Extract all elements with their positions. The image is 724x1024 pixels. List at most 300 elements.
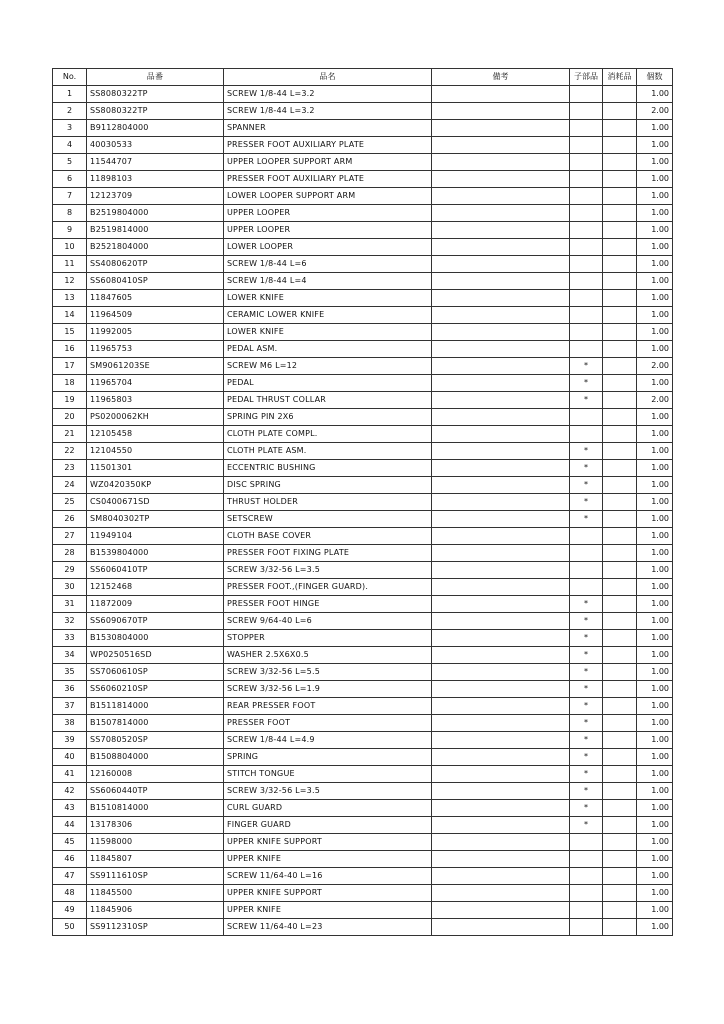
quantity: 1.00 (637, 834, 673, 851)
row-number: 42 (53, 783, 87, 800)
remarks (432, 630, 570, 647)
table-row (53, 698, 673, 715)
part-name: PRESSER FOOT FIXING PLATE (224, 545, 432, 562)
row-number: 35 (53, 664, 87, 681)
remarks (432, 307, 570, 324)
remarks (432, 120, 570, 137)
sub-part-mark: * (570, 766, 603, 783)
consumable-mark (603, 800, 637, 817)
remarks (432, 239, 570, 256)
row-number: 20 (53, 409, 87, 426)
part-name: SETSCREW (224, 511, 432, 528)
row-number: 43 (53, 800, 87, 817)
part-number: 12105458 (87, 426, 224, 443)
consumable-mark (603, 120, 637, 137)
table-row (53, 307, 673, 324)
part-number: 11965753 (87, 341, 224, 358)
sub-part-mark: * (570, 817, 603, 834)
sub-part-mark (570, 154, 603, 171)
table-row (53, 817, 673, 834)
quantity: 1.00 (637, 120, 673, 137)
consumable-mark (603, 783, 637, 800)
quantity: 1.00 (637, 613, 673, 630)
consumable-mark (603, 256, 637, 273)
table-row (53, 443, 673, 460)
quantity: 1.00 (637, 222, 673, 239)
remarks (432, 902, 570, 919)
row-number: 16 (53, 341, 87, 358)
remarks (432, 545, 570, 562)
sub-part-mark (570, 851, 603, 868)
part-name: SCREW 3/32-56 L=3.5 (224, 562, 432, 579)
quantity: 1.00 (637, 324, 673, 341)
consumable-mark (603, 545, 637, 562)
quantity: 1.00 (637, 307, 673, 324)
remarks (432, 715, 570, 732)
part-name: UPPER KNIFE (224, 902, 432, 919)
part-number: 12152468 (87, 579, 224, 596)
consumable-mark (603, 885, 637, 902)
consumable-mark (603, 647, 637, 664)
part-name: SCREW 1/8-44 L=4.9 (224, 732, 432, 749)
row-number: 19 (53, 392, 87, 409)
table-row (53, 681, 673, 698)
quantity: 1.00 (637, 800, 673, 817)
sub-part-mark (570, 273, 603, 290)
part-number: B1530804000 (87, 630, 224, 647)
row-number: 5 (53, 154, 87, 171)
sub-part-mark: * (570, 358, 603, 375)
sub-part-mark: * (570, 732, 603, 749)
table-row (53, 766, 673, 783)
sub-part-mark (570, 205, 603, 222)
sub-part-mark (570, 239, 603, 256)
part-name: REAR PRESSER FOOT (224, 698, 432, 715)
part-name: SCREW 3/32-56 L=5.5 (224, 664, 432, 681)
part-name: SCREW 3/32-56 L=3.5 (224, 783, 432, 800)
part-number: SS6090670TP (87, 613, 224, 630)
consumable-mark (603, 443, 637, 460)
part-name: STITCH TONGUE (224, 766, 432, 783)
part-name: CURL GUARD (224, 800, 432, 817)
consumable-mark (603, 324, 637, 341)
sub-part-mark (570, 885, 603, 902)
quantity: 1.00 (637, 511, 673, 528)
part-number: B1507814000 (87, 715, 224, 732)
table-row (53, 783, 673, 800)
remarks (432, 528, 570, 545)
part-number: B2519814000 (87, 222, 224, 239)
row-number: 28 (53, 545, 87, 562)
remarks (432, 154, 570, 171)
row-number: 26 (53, 511, 87, 528)
sub-part-mark: * (570, 715, 603, 732)
part-name: PEDAL THRUST COLLAR (224, 392, 432, 409)
remarks (432, 171, 570, 188)
consumable-mark (603, 392, 637, 409)
part-name: PEDAL ASM. (224, 341, 432, 358)
remarks (432, 511, 570, 528)
header-sub-parts: 子部品 (570, 69, 603, 86)
quantity: 1.00 (637, 239, 673, 256)
parts-table-body (53, 86, 673, 936)
remarks (432, 358, 570, 375)
row-number: 14 (53, 307, 87, 324)
row-number: 17 (53, 358, 87, 375)
part-number: 11847605 (87, 290, 224, 307)
consumable-mark (603, 851, 637, 868)
part-number: B2519804000 (87, 205, 224, 222)
header-no: No. (53, 69, 87, 86)
part-name: SPRING (224, 749, 432, 766)
parts-list-table (52, 68, 673, 936)
table-row (53, 494, 673, 511)
table-row (53, 596, 673, 613)
row-number: 46 (53, 851, 87, 868)
remarks (432, 290, 570, 307)
consumable-mark (603, 902, 637, 919)
row-number: 24 (53, 477, 87, 494)
table-row (53, 86, 673, 103)
remarks (432, 698, 570, 715)
row-number: 1 (53, 86, 87, 103)
part-number: SM9061203SE (87, 358, 224, 375)
table-row (53, 732, 673, 749)
consumable-mark (603, 868, 637, 885)
sub-part-mark (570, 171, 603, 188)
quantity: 1.00 (637, 562, 673, 579)
part-name: CLOTH PLATE ASM. (224, 443, 432, 460)
quantity: 1.00 (637, 732, 673, 749)
row-number: 38 (53, 715, 87, 732)
remarks (432, 800, 570, 817)
quantity: 1.00 (637, 256, 673, 273)
consumable-mark (603, 630, 637, 647)
header-remarks: 備考 (432, 69, 570, 86)
quantity: 1.00 (637, 477, 673, 494)
sub-part-mark (570, 188, 603, 205)
part-number: B1539804000 (87, 545, 224, 562)
quantity: 1.00 (637, 86, 673, 103)
sub-part-mark (570, 409, 603, 426)
consumable-mark (603, 596, 637, 613)
part-number: SS7080520SP (87, 732, 224, 749)
part-name: ECCENTRIC BUSHING (224, 460, 432, 477)
sub-part-mark: * (570, 681, 603, 698)
sub-part-mark (570, 324, 603, 341)
part-number: B9112804000 (87, 120, 224, 137)
row-number: 13 (53, 290, 87, 307)
row-number: 8 (53, 205, 87, 222)
consumable-mark (603, 579, 637, 596)
remarks (432, 324, 570, 341)
remarks (432, 732, 570, 749)
part-number: 11598000 (87, 834, 224, 851)
quantity: 1.00 (637, 409, 673, 426)
part-name: PRESSER FOOT AUXILIARY PLATE (224, 137, 432, 154)
part-number: 12160008 (87, 766, 224, 783)
sub-part-mark: * (570, 460, 603, 477)
part-name: LOWER LOOPER (224, 239, 432, 256)
header-quantity: 個数 (637, 69, 673, 86)
remarks (432, 137, 570, 154)
remarks (432, 460, 570, 477)
row-number: 10 (53, 239, 87, 256)
quantity: 1.00 (637, 783, 673, 800)
consumable-mark (603, 477, 637, 494)
remarks (432, 103, 570, 120)
remarks (432, 647, 570, 664)
sub-part-mark: * (570, 800, 603, 817)
sub-part-mark (570, 137, 603, 154)
remarks (432, 256, 570, 273)
quantity: 1.00 (637, 715, 673, 732)
consumable-mark (603, 426, 637, 443)
part-name: PRESSER FOOT HINGE (224, 596, 432, 613)
remarks (432, 205, 570, 222)
remarks (432, 273, 570, 290)
part-number: CS0400671SD (87, 494, 224, 511)
header-part-number: 品番 (87, 69, 224, 86)
table-row (53, 290, 673, 307)
table-row (53, 647, 673, 664)
part-number: SM8040302TP (87, 511, 224, 528)
consumable-mark (603, 409, 637, 426)
consumable-mark (603, 715, 637, 732)
part-name: SCREW 1/8-44 L=4 (224, 273, 432, 290)
part-number: 11845807 (87, 851, 224, 868)
part-name: THRUST HOLDER (224, 494, 432, 511)
row-number: 18 (53, 375, 87, 392)
quantity: 1.00 (637, 290, 673, 307)
part-number: 12123709 (87, 188, 224, 205)
part-number: B2521804000 (87, 239, 224, 256)
quantity: 1.00 (637, 919, 673, 936)
row-number: 48 (53, 885, 87, 902)
consumable-mark (603, 664, 637, 681)
row-number: 40 (53, 749, 87, 766)
row-number: 49 (53, 902, 87, 919)
consumable-mark (603, 511, 637, 528)
row-number: 21 (53, 426, 87, 443)
quantity: 1.00 (637, 851, 673, 868)
sub-part-mark: * (570, 375, 603, 392)
table-row (53, 545, 673, 562)
consumable-mark (603, 681, 637, 698)
part-name: CERAMIC LOWER KNIFE (224, 307, 432, 324)
consumable-mark (603, 494, 637, 511)
remarks (432, 851, 570, 868)
header-part-name: 品名 (224, 69, 432, 86)
remarks (432, 188, 570, 205)
row-number: 27 (53, 528, 87, 545)
sub-part-mark: * (570, 647, 603, 664)
part-number: B1511814000 (87, 698, 224, 715)
consumable-mark (603, 188, 637, 205)
remarks (432, 681, 570, 698)
sub-part-mark (570, 834, 603, 851)
row-number: 45 (53, 834, 87, 851)
table-row (53, 630, 673, 647)
sub-part-mark (570, 120, 603, 137)
consumable-mark (603, 919, 637, 936)
remarks (432, 477, 570, 494)
part-name: SCREW 9/64-40 L=6 (224, 613, 432, 630)
remarks (432, 868, 570, 885)
consumable-mark (603, 222, 637, 239)
table-row (53, 154, 673, 171)
sub-part-mark: * (570, 698, 603, 715)
table-row (53, 902, 673, 919)
remarks (432, 426, 570, 443)
table-row (53, 239, 673, 256)
part-name: UPPER LOOPER (224, 222, 432, 239)
part-name: PRESSER FOOT.,(FINGER GUARD). (224, 579, 432, 596)
table-row (53, 511, 673, 528)
sub-part-mark: * (570, 596, 603, 613)
row-number: 15 (53, 324, 87, 341)
part-number: 11992005 (87, 324, 224, 341)
consumable-mark (603, 307, 637, 324)
quantity: 2.00 (637, 103, 673, 120)
sub-part-mark (570, 919, 603, 936)
part-name: CLOTH BASE COVER (224, 528, 432, 545)
consumable-mark (603, 749, 637, 766)
part-number: 11845500 (87, 885, 224, 902)
quantity: 1.00 (637, 766, 673, 783)
remarks (432, 613, 570, 630)
sub-part-mark: * (570, 392, 603, 409)
part-number: SS4080620TP (87, 256, 224, 273)
part-name: UPPER KNIFE SUPPORT (224, 834, 432, 851)
part-number: SS6080410SP (87, 273, 224, 290)
quantity: 2.00 (637, 392, 673, 409)
sub-part-mark (570, 86, 603, 103)
quantity: 1.00 (637, 205, 673, 222)
consumable-mark (603, 528, 637, 545)
table-row (53, 919, 673, 936)
consumable-mark (603, 375, 637, 392)
consumable-mark (603, 341, 637, 358)
sub-part-mark (570, 902, 603, 919)
row-number: 11 (53, 256, 87, 273)
quantity: 1.00 (637, 749, 673, 766)
header-consumable: 消耗品 (603, 69, 637, 86)
part-number: 12104550 (87, 443, 224, 460)
part-number: 13178306 (87, 817, 224, 834)
table-row (53, 324, 673, 341)
row-number: 39 (53, 732, 87, 749)
sub-part-mark (570, 562, 603, 579)
row-number: 34 (53, 647, 87, 664)
part-number: 40030533 (87, 137, 224, 154)
part-name: UPPER KNIFE (224, 851, 432, 868)
remarks (432, 664, 570, 681)
remarks (432, 885, 570, 902)
quantity: 1.00 (637, 868, 673, 885)
sub-part-mark (570, 579, 603, 596)
consumable-mark (603, 613, 637, 630)
part-number: WP0250516SD (87, 647, 224, 664)
part-name: SCREW 11/64-40 L=23 (224, 919, 432, 936)
table-row (53, 188, 673, 205)
consumable-mark (603, 766, 637, 783)
table-row (53, 409, 673, 426)
row-number: 2 (53, 103, 87, 120)
sub-part-mark (570, 256, 603, 273)
remarks (432, 749, 570, 766)
row-number: 33 (53, 630, 87, 647)
table-row (53, 460, 673, 477)
part-number: 11544707 (87, 154, 224, 171)
sub-part-mark: * (570, 443, 603, 460)
sub-part-mark (570, 341, 603, 358)
remarks (432, 834, 570, 851)
consumable-mark (603, 86, 637, 103)
row-number: 37 (53, 698, 87, 715)
row-number: 6 (53, 171, 87, 188)
quantity: 1.00 (637, 154, 673, 171)
part-number: SS6060440TP (87, 783, 224, 800)
part-number: PS0200062KH (87, 409, 224, 426)
part-name: UPPER LOOPER SUPPORT ARM (224, 154, 432, 171)
part-number: SS6060210SP (87, 681, 224, 698)
quantity: 1.00 (637, 817, 673, 834)
quantity: 1.00 (637, 188, 673, 205)
row-number: 50 (53, 919, 87, 936)
remarks (432, 783, 570, 800)
sub-part-mark: * (570, 477, 603, 494)
part-number: 11965803 (87, 392, 224, 409)
remarks (432, 494, 570, 511)
row-number: 44 (53, 817, 87, 834)
quantity: 1.00 (637, 647, 673, 664)
consumable-mark (603, 358, 637, 375)
part-name: STOPPER (224, 630, 432, 647)
consumable-mark (603, 273, 637, 290)
quantity: 1.00 (637, 885, 673, 902)
part-number: SS9112310SP (87, 919, 224, 936)
sub-part-mark: * (570, 749, 603, 766)
remarks (432, 596, 570, 613)
part-name: LOWER KNIFE (224, 324, 432, 341)
part-name: SCREW 3/32-56 L=1.9 (224, 681, 432, 698)
part-number: 11845906 (87, 902, 224, 919)
part-name: SCREW M6 L=12 (224, 358, 432, 375)
table-row (53, 562, 673, 579)
sub-part-mark (570, 307, 603, 324)
remarks (432, 579, 570, 596)
table-row (53, 613, 673, 630)
sub-part-mark: * (570, 664, 603, 681)
quantity: 1.00 (637, 698, 673, 715)
remarks (432, 392, 570, 409)
sub-part-mark: * (570, 783, 603, 800)
table-row (53, 885, 673, 902)
quantity: 1.00 (637, 528, 673, 545)
sub-part-mark (570, 528, 603, 545)
row-number: 3 (53, 120, 87, 137)
consumable-mark (603, 137, 637, 154)
consumable-mark (603, 562, 637, 579)
table-row (53, 256, 673, 273)
table-row (53, 715, 673, 732)
part-name: PRESSER FOOT AUXILIARY PLATE (224, 171, 432, 188)
sub-part-mark (570, 103, 603, 120)
part-number: SS7060610SP (87, 664, 224, 681)
part-name: WASHER 2.5X6X0.5 (224, 647, 432, 664)
remarks (432, 766, 570, 783)
